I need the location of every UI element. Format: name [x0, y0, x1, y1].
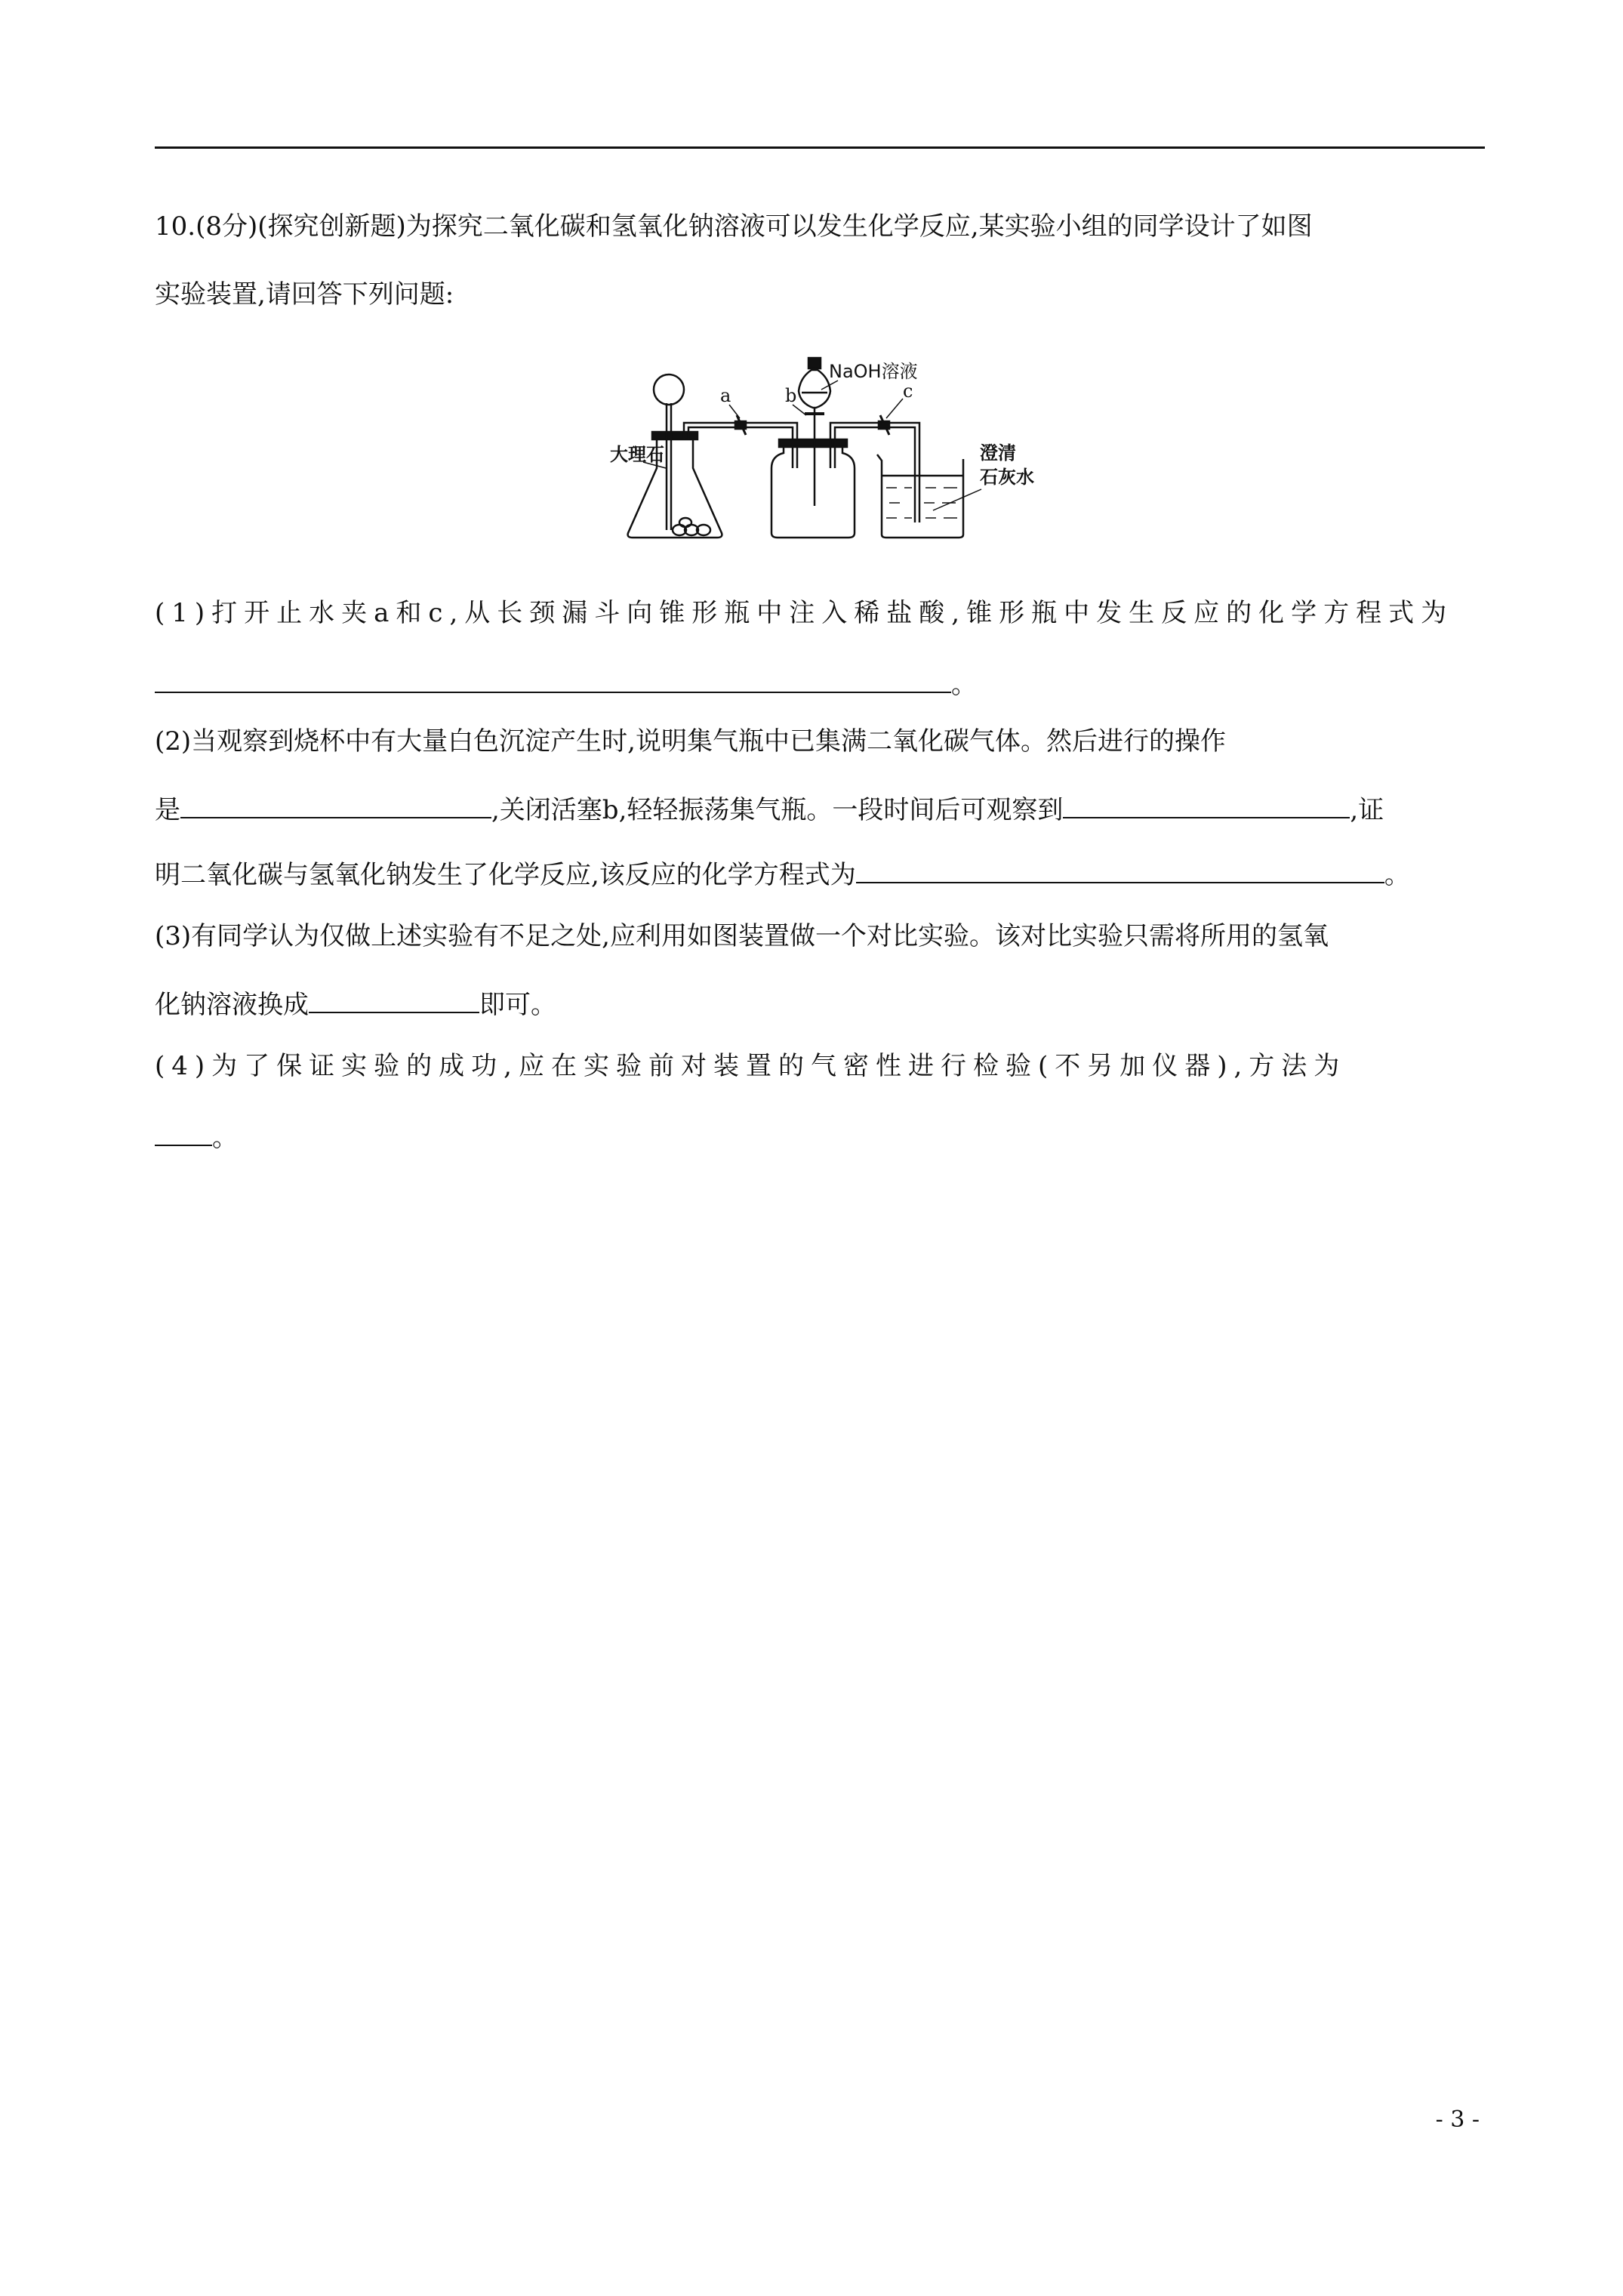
question-intro-line2: 实验装置,请回答下列问题:: [155, 279, 454, 310]
question-intro-line1: 10.(8分)(探究创新题)为探究二氧化碳和氢氧化钠溶液可以发生化学反应,某实验小组的同学设计了如图: [155, 211, 1313, 242]
gas-collecting-bottle: [771, 444, 855, 538]
part1-end-mark: 。: [951, 670, 977, 700]
part2-line2-middle: ,关闭活塞b,轻轻振荡集气瓶。一段时间后可观察到: [491, 795, 1064, 825]
part2-line2-end: ,证: [1350, 795, 1384, 825]
label-limewater-1: 澄清: [980, 442, 1016, 464]
part3-line2-end: 即可。: [479, 990, 556, 1020]
label-limewater-2: 石灰水: [980, 467, 1034, 488]
label-marble: 大理石: [610, 444, 664, 465]
label-naoh-solution: NaOH溶液: [829, 361, 918, 382]
part1-line2: [155, 666, 977, 700]
answer-blank-3[interactable]: [1063, 791, 1350, 818]
answer-blank-6[interactable]: [155, 1119, 212, 1146]
answer-blank-4[interactable]: [856, 856, 1384, 883]
label-a: a: [720, 385, 731, 406]
long-neck-funnel: [654, 374, 684, 405]
part4-end-mark: 。: [212, 1123, 238, 1153]
label-c: c: [903, 381, 913, 402]
part2-line2-start: 是: [155, 795, 180, 825]
part2-line1: (2)当观察到烧杯中有大量白色沉淀产生时,说明集气瓶中已集满二氧化碳气体。然后进行的操作: [155, 726, 1226, 757]
header-rule: [155, 146, 1485, 149]
part3-line1: (3)有同学认为仅做上述实验有不足之处,应利用如图装置做一个对比实验。该对比实验只需将所用的氢氧: [155, 921, 1329, 951]
experiment-apparatus-diagram: [596, 355, 1049, 551]
part1-line1: (1)打开止水夹a和c,从长颈漏斗向锥形瓶中注入稀盐酸,锥形瓶中发生反应的化学方程式为: [155, 598, 1454, 628]
answer-blank-5[interactable]: [309, 986, 479, 1013]
part3-line2: [155, 986, 556, 1020]
page-number: - 3 -: [1435, 2106, 1480, 2133]
part4-line1: (4)为了保证实验的成功,应在实验前对装置的气密性进行检验(不另加仪器),方法为: [155, 1051, 1347, 1081]
answer-blank-1[interactable]: [155, 666, 951, 693]
part2-line3-text: 明二氧化碳与氢氧化钠发生了化学反应,该反应的化学方程式为: [155, 860, 856, 890]
part3-line2-start: 化钠溶液换成: [155, 990, 309, 1020]
part2-line3: [155, 856, 1410, 890]
answer-blank-2[interactable]: [180, 791, 491, 818]
separatory-funnel: [799, 370, 830, 408]
part2-line3-end-mark: 。: [1384, 860, 1410, 890]
part4-line2: [155, 1119, 238, 1153]
part2-line2: [155, 791, 1384, 825]
label-b: b: [785, 385, 797, 406]
